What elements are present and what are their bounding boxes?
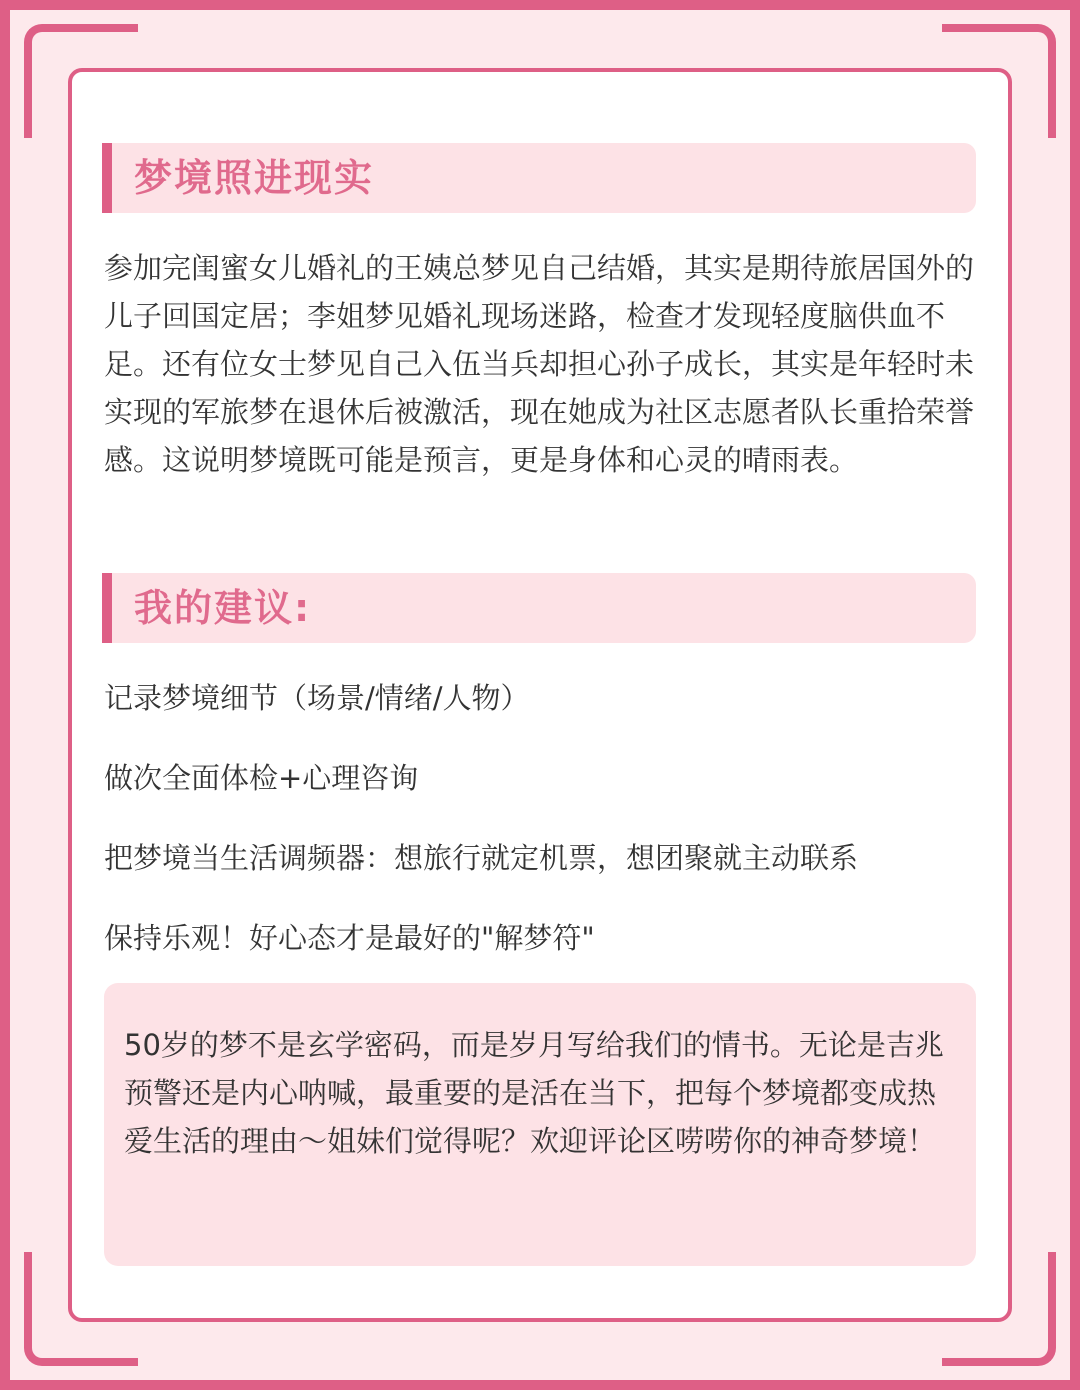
section-heading-dream-reality: [102, 143, 976, 213]
section-heading-text: 梦境照进现实: [134, 156, 375, 200]
advice-item: 记录梦境细节（场景/情绪/人物）: [104, 681, 530, 715]
section-heading-advice: [102, 573, 976, 643]
story-paragraph: 参加完闺蜜女儿婚礼的王姨总梦见自己结婚，其实是期待旅居国外的儿子回国定居；李姐梦见婚礼现场迷路，检查才发现轻度脑供血不足。还有位女士梦见自己入伍当兵却担心孙子成长，其实是年轻时未实现的军旅梦在退休后被激活，现在她成为社区志愿者队长重拾荣誉感。这说明梦境既可能是预言，更是身体和心灵的晴雨表。: [104, 251, 975, 477]
advice-item: 把梦境当生活调频器：想旅行就定机票，想团聚就主动联系: [104, 841, 859, 875]
closing-note-box: [104, 983, 976, 1266]
closing-note-text: 50岁的梦不是玄学密码，而是岁月写给我们的情书。无论是吉兆预警还是内心呐喊，最重要的是活在当下，把每个梦境都变成热爱生活的理由～姐妹们觉得呢？欢迎评论区唠唠你的神奇梦境！: [124, 1028, 944, 1158]
advice-item: 保持乐观！好心态才是最好的"解梦符": [104, 921, 595, 955]
section-heading-text: 我的建议:: [134, 586, 312, 630]
advice-item: 做次全面体检+心理咨询: [104, 761, 419, 795]
